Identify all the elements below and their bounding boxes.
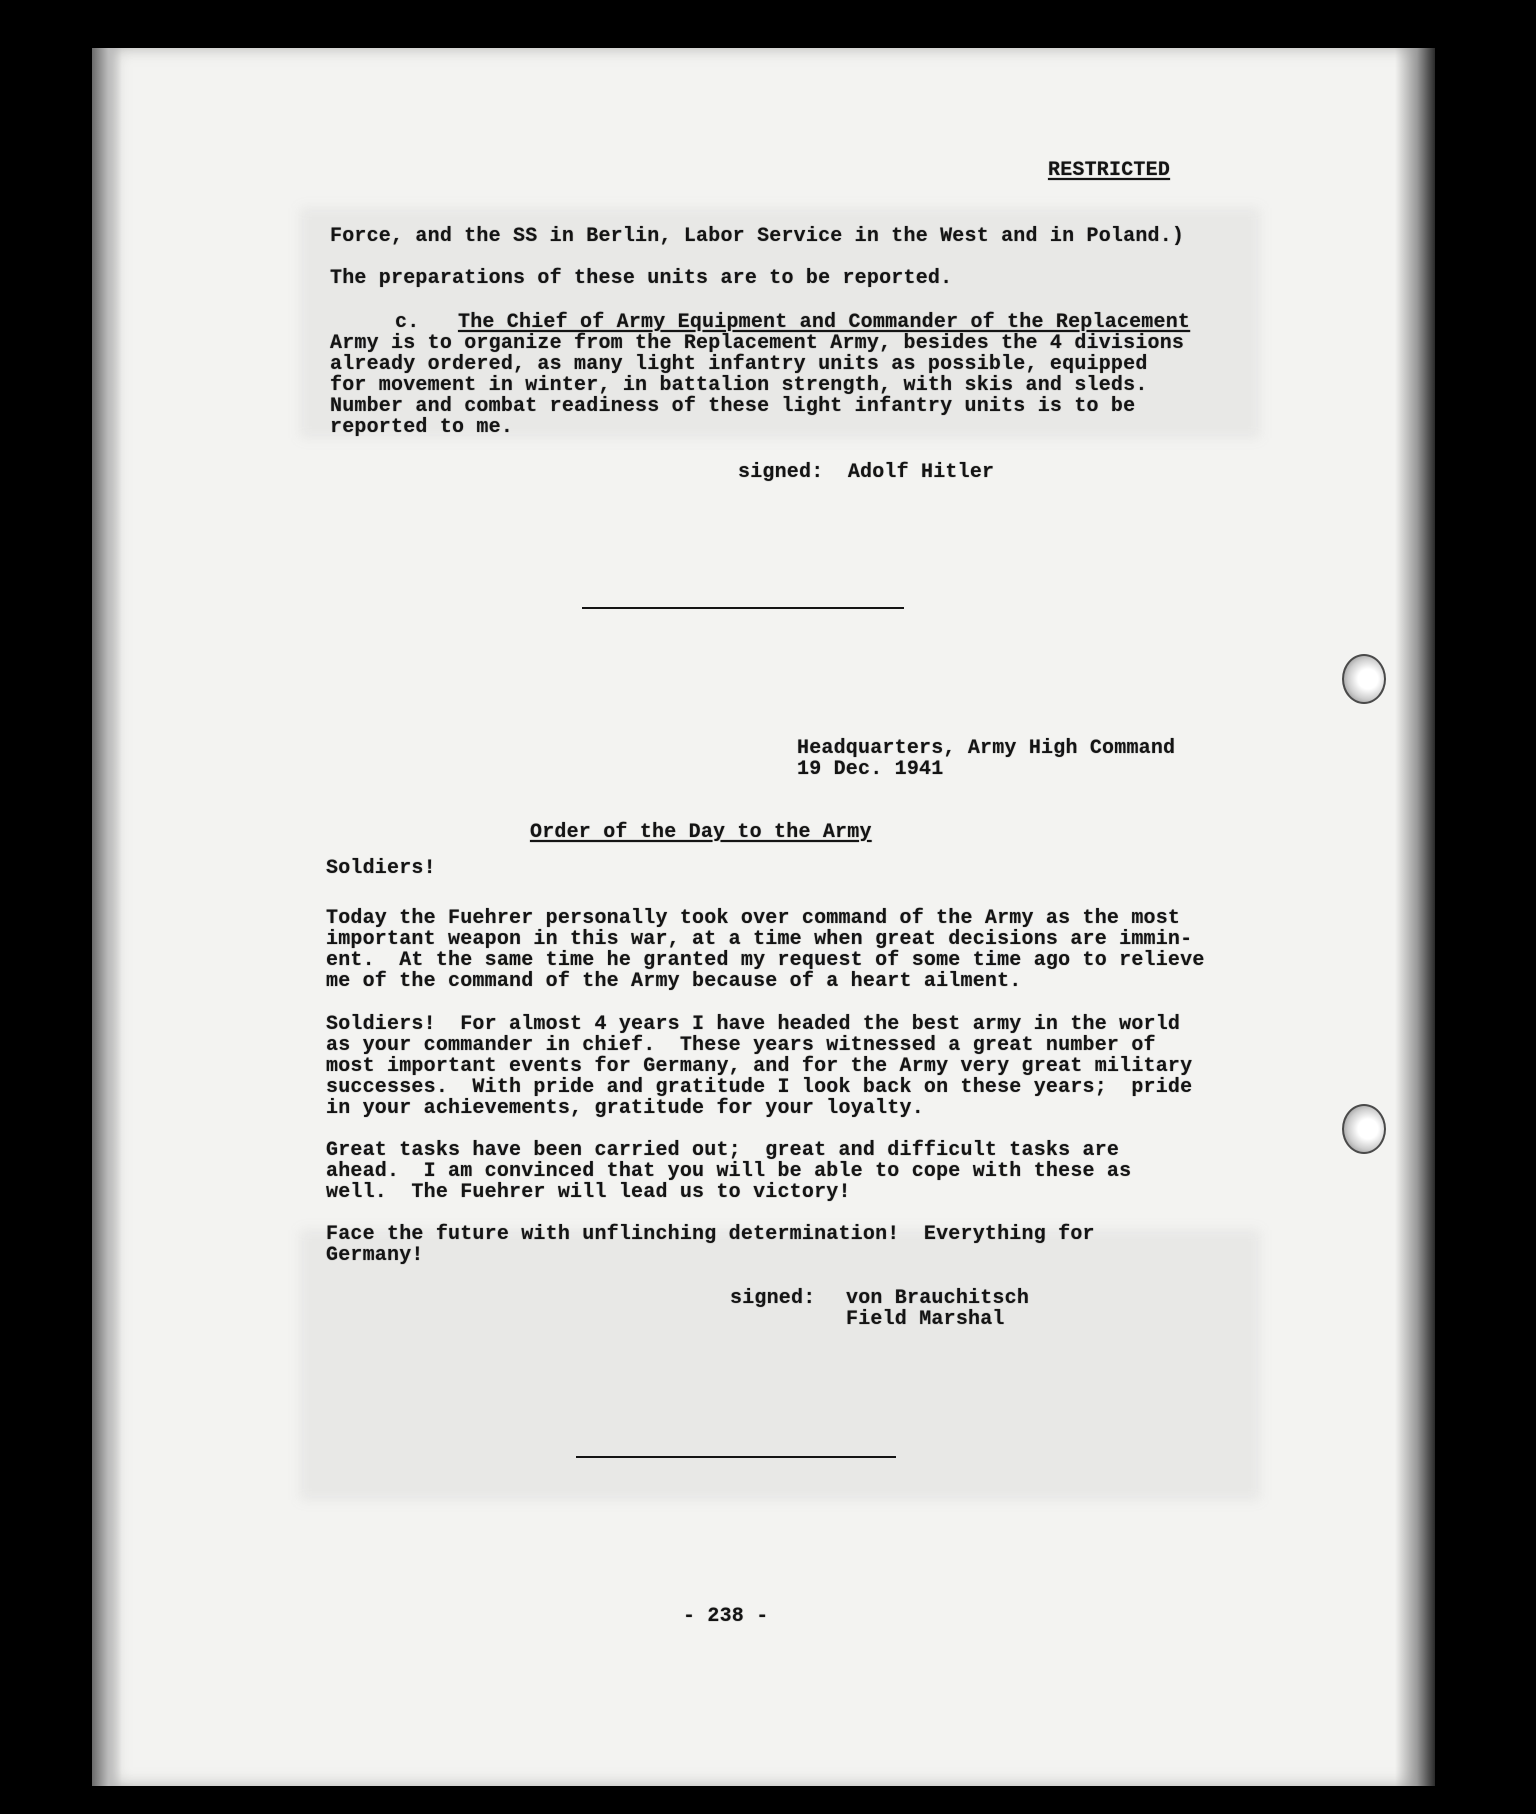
- order-paragraph-line: Great tasks have been carried out; great and difficult tasks are: [326, 1139, 1120, 1162]
- signature-rank: Field Marshal: [846, 1308, 1005, 1331]
- text-line: already ordered, as many light infantry units as possible, equipped: [330, 353, 1148, 376]
- order-location: Headquarters, Army High Command: [797, 737, 1176, 760]
- order-salutation: Soldiers!: [326, 857, 436, 880]
- text-line: Number and combat readiness of these light infantry units is to be: [330, 395, 1136, 418]
- order-paragraph-line: Germany!: [326, 1244, 424, 1267]
- signature-label: signed:: [730, 1287, 816, 1310]
- classification-marking: RESTRICTED: [1048, 159, 1171, 182]
- order-paragraph-line: as your commander in chief. These years witnessed a great number of: [326, 1034, 1156, 1057]
- text-line: reported to me.: [330, 416, 514, 439]
- bleed-through-smudge: [300, 1230, 1260, 1500]
- order-paragraph-line: Today the Fuehrer personally took over command of the Army as the most: [326, 907, 1181, 930]
- order-paragraph-line: ent. At the same time he granted my request of some time ago to relieve: [326, 949, 1205, 972]
- text-line: The preparations of these units are to be reported.: [330, 267, 953, 290]
- item-label: c.: [395, 311, 420, 334]
- item-c-heading: The Chief of Army Equipment and Commander of the Replacement: [458, 311, 1191, 334]
- divider: [582, 607, 904, 609]
- order-paragraph-line: in your achievements, gratitude for your loyalty.: [326, 1097, 924, 1120]
- order-paragraph-line: me of the command of the Army because of a heart ailment.: [326, 970, 1022, 993]
- divider: [576, 1456, 896, 1458]
- order-paragraph-line: Soldiers! For almost 4 years I have headed the best army in the world: [326, 1013, 1181, 1036]
- order-paragraph-line: important weapon in this war, at a time when great decisions are immin-: [326, 928, 1193, 951]
- page-left-shadow: [92, 48, 122, 1786]
- text-line: for movement in winter, in battalion strength, with skis and sleds.: [330, 374, 1148, 397]
- hitler-signature: signed: Adolf Hitler: [738, 461, 995, 484]
- page-right-shadow: [1395, 48, 1435, 1786]
- order-paragraph-line: most important events for Germany, and for the Army very great military: [326, 1055, 1193, 1078]
- order-paragraph-line: successes. With pride and gratitude I look back on these years; pride: [326, 1076, 1193, 1099]
- signature-name: von Brauchitsch: [846, 1287, 1030, 1310]
- order-date: 19 Dec. 1941: [797, 758, 944, 781]
- order-paragraph-line: well. The Fuehrer will lead us to victory!: [326, 1181, 851, 1204]
- order-paragraph-line: Face the future with unflinching determination! Everything for: [326, 1223, 1095, 1246]
- order-title: Order of the Day to the Army: [530, 821, 872, 844]
- text-line: Force, and the SS in Berlin, Labor Service in the West and in Poland.): [330, 225, 1185, 248]
- punch-hole: [1342, 1104, 1386, 1154]
- text-line: Army is to organize from the Replacement Army, besides the 4 divisions: [330, 332, 1185, 355]
- order-paragraph-line: ahead. I am convinced that you will be able to cope with these as: [326, 1160, 1132, 1183]
- punch-hole: [1342, 654, 1386, 704]
- page-number: - 238 -: [683, 1605, 769, 1628]
